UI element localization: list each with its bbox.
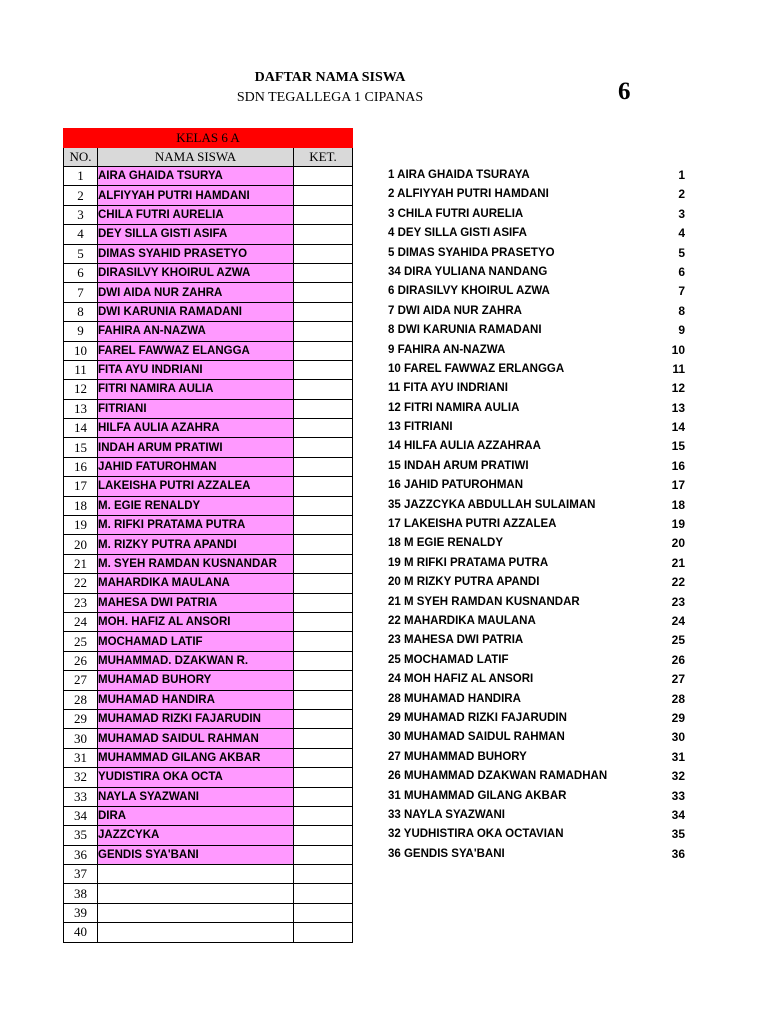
student-name: M. SYEH RAMDAN KUSNANDAR (98, 554, 294, 573)
student-name: LAKEISHA PUTRI AZZALEA (98, 477, 294, 496)
table-row (64, 322, 353, 341)
row-number: 8 (64, 302, 98, 321)
column-header-row (64, 148, 353, 167)
student-name (98, 903, 294, 922)
table-row (64, 748, 353, 767)
table-row (64, 496, 353, 515)
table-row (64, 923, 353, 942)
list-item-name: 8 DWI KARUNIA RAMADANI (388, 324, 542, 337)
row-number: 40 (64, 923, 98, 942)
list-item-name: 21 M SYEH RAMDAN KUSNANDAR (388, 595, 580, 608)
list-item (380, 806, 685, 825)
class-header-row (64, 129, 353, 148)
list-item-index: 30 (671, 730, 685, 745)
student-note (294, 360, 353, 379)
student-note (294, 205, 353, 224)
student-name (98, 923, 294, 942)
student-name: YUDISTIRA OKA OCTA (98, 768, 294, 787)
class-number: 6 (618, 78, 631, 105)
list-item (380, 418, 685, 437)
list-item-name: 4 DEY SILLA GISTI ASIFA (388, 227, 527, 240)
student-note (294, 380, 353, 399)
table-row (64, 826, 353, 845)
table-row (64, 399, 353, 418)
row-number: 29 (64, 709, 98, 728)
row-number: 21 (64, 554, 98, 573)
table-row (64, 225, 353, 244)
student-note (294, 574, 353, 593)
list-item (380, 166, 685, 185)
row-number: 25 (64, 632, 98, 651)
student-note (294, 729, 353, 748)
row-number: 34 (64, 806, 98, 825)
list-item-name: 26 MUHAMMAD DZAKWAN RAMADHAN (388, 770, 608, 783)
row-number: 16 (64, 457, 98, 476)
student-name: MUHAMAD HANDIRA (98, 690, 294, 709)
column-header-name: NAMA SISWA (98, 148, 294, 167)
list-item-index: 8 (678, 303, 685, 318)
list-item-name: 28 MUHAMAD HANDIRA (388, 692, 521, 705)
table-row (64, 554, 353, 573)
table-row (64, 535, 353, 554)
student-note (294, 690, 353, 709)
list-item (380, 515, 685, 534)
student-name: DIRA (98, 806, 294, 825)
table-body (64, 167, 353, 943)
student-note (294, 593, 353, 612)
student-name: MUHAMMAD GILANG AKBAR (98, 748, 294, 767)
table-row (64, 903, 353, 922)
list-item-name: 2 ALFIYYAH PUTRI HAMDANI (388, 188, 549, 201)
list-item-name: 13 FITRIANI (388, 421, 453, 434)
row-number: 31 (64, 748, 98, 767)
student-name: FAHIRA AN-NAZWA (98, 322, 294, 341)
list-item-name: 11 FITA AYU INDRIANI (388, 382, 508, 395)
student-name: DEY SILLA GISTI ASIFA (98, 225, 294, 244)
row-number: 2 (64, 186, 98, 205)
list-item (380, 379, 685, 398)
list-item-index: 7 (678, 284, 685, 299)
student-note (294, 554, 353, 573)
student-name: INDAH ARUM PRATIWI (98, 438, 294, 457)
table-row (64, 845, 353, 864)
list-item-name: 16 JAHID PATUROHMAN (388, 479, 524, 492)
table-row (64, 477, 353, 496)
student-name: MOH. HAFIZ AL ANSORI (98, 612, 294, 631)
list-item (380, 728, 685, 747)
student-name: M. RIZKY PUTRA APANDI (98, 535, 294, 554)
row-number: 4 (64, 225, 98, 244)
list-item-index: 14 (671, 420, 685, 435)
student-note (294, 186, 353, 205)
student-note (294, 826, 353, 845)
student-name: NAYLA SYAZWANI (98, 787, 294, 806)
list-item-index: 28 (671, 691, 685, 706)
list-item-name: 6 DIRASILVY KHOIRUL AZWA (388, 285, 550, 298)
table-row (64, 574, 353, 593)
row-number: 28 (64, 690, 98, 709)
list-item (380, 825, 685, 844)
list-item (380, 651, 685, 670)
student-name: FITRI NAMIRA AULIA (98, 380, 294, 399)
list-item-index: 16 (671, 458, 685, 473)
table-row (64, 865, 353, 884)
list-item-name: 35 JAZZCYKA ABDULLAH SULAIMAN (388, 498, 596, 511)
list-item-name: 1 AIRA GHAIDA TSURAYA (388, 169, 530, 181)
column-header-ket: KET. (294, 148, 353, 167)
table-row (64, 341, 353, 360)
list-item (380, 709, 685, 728)
document-title: DAFTAR NAMA SISWA (254, 70, 406, 85)
list-item-index: 2 (678, 187, 685, 202)
table-row (64, 244, 353, 263)
student-note (294, 477, 353, 496)
row-number: 10 (64, 341, 98, 360)
student-name: JAZZCYKA (98, 826, 294, 845)
student-name: MUHAMMAD. DZAKWAN R. (98, 651, 294, 670)
list-item-index: 4 (678, 226, 685, 241)
list-item-name: 29 MUHAMAD RIZKI FAJARUDIN (388, 711, 567, 724)
list-item-name: 20 M RIZKY PUTRA APANDI (388, 576, 540, 589)
row-number: 17 (64, 477, 98, 496)
list-item-name: 34 DIRA YULIANA NANDANG (388, 265, 548, 278)
list-item (380, 185, 685, 204)
list-item-name: 31 MUHAMMAD GILANG AKBAR (388, 789, 567, 802)
row-number: 14 (64, 419, 98, 438)
list-item-index: 26 (671, 652, 685, 667)
list-item-index: 12 (671, 381, 685, 396)
list-item-index: 35 (671, 827, 685, 842)
student-note (294, 535, 353, 554)
sorted-name-list (380, 166, 685, 864)
list-item-index: 27 (671, 672, 685, 687)
list-item-index: 15 (671, 439, 685, 454)
list-item-index: 5 (678, 245, 685, 260)
student-note (294, 884, 353, 903)
row-number: 37 (64, 865, 98, 884)
list-item-index: 34 (671, 807, 685, 822)
list-item-index: 32 (671, 769, 685, 784)
list-item-name: 7 DWI AIDA NUR ZAHRA (388, 304, 522, 317)
list-item-index: 21 (671, 555, 685, 570)
row-number: 38 (64, 884, 98, 903)
list-item-name: 25 MOCHAMAD LATIF (388, 653, 509, 666)
row-number: 35 (64, 826, 98, 845)
student-name: GENDIS SYA'BANI (98, 845, 294, 864)
student-note (294, 225, 353, 244)
table-row (64, 806, 353, 825)
student-note (294, 496, 353, 515)
list-item (380, 496, 685, 515)
student-note (294, 419, 353, 438)
student-note (294, 768, 353, 787)
row-number: 9 (64, 322, 98, 341)
list-item (380, 845, 685, 864)
list-item-index: 20 (671, 536, 685, 551)
row-number: 26 (64, 651, 98, 670)
row-number: 23 (64, 593, 98, 612)
list-item (380, 670, 685, 689)
row-number: 39 (64, 903, 98, 922)
table-row (64, 457, 353, 476)
list-item-name: 24 MOH HAFIZ AL ANSORI (388, 673, 534, 686)
list-item (380, 690, 685, 709)
row-number: 33 (64, 787, 98, 806)
list-item-name: 14 HILFA AULIA AZZAHRAA (388, 440, 541, 453)
table-row (64, 612, 353, 631)
list-item-name: 5 DIMAS SYAHIDA PRASETYO (388, 246, 555, 259)
list-item (380, 244, 685, 263)
list-item (380, 282, 685, 301)
table-row (64, 419, 353, 438)
student-note (294, 923, 353, 942)
student-note (294, 322, 353, 341)
list-item-index: 24 (671, 613, 685, 628)
student-name: HILFA AULIA AZAHRA (98, 419, 294, 438)
list-item-index: 10 (671, 342, 685, 357)
list-item-name: 32 YUDHISTIRA OKA OCTAVIAN (388, 828, 564, 841)
student-name: DIRASILVY KHOIRUL AZWA (98, 263, 294, 282)
student-note (294, 263, 353, 282)
list-item-index: 9 (678, 323, 685, 338)
student-name: DWI KARUNIA RAMADANI (98, 302, 294, 321)
row-number: 3 (64, 205, 98, 224)
list-item-index: 29 (671, 710, 685, 725)
list-item (380, 534, 685, 553)
row-number: 27 (64, 671, 98, 690)
table-row (64, 167, 353, 186)
table-row (64, 205, 353, 224)
student-name: CHILA FUTRI AURELIA (98, 205, 294, 224)
list-item-index: 18 (671, 497, 685, 512)
list-item (380, 437, 685, 456)
table-row (64, 690, 353, 709)
student-note (294, 244, 353, 263)
list-item-index: 11 (672, 361, 685, 376)
list-item-index: 19 (671, 517, 685, 532)
list-item (380, 631, 685, 650)
list-item (380, 476, 685, 495)
student-name: ALFIYYAH PUTRI HAMDANI (98, 186, 294, 205)
student-note (294, 845, 353, 864)
list-item-index: 1 (678, 168, 685, 182)
table-row (64, 632, 353, 651)
row-number: 32 (64, 768, 98, 787)
list-item (380, 748, 685, 767)
student-name: MUHAMAD SAIDUL RAHMAN (98, 729, 294, 748)
table-row (64, 283, 353, 302)
list-item (380, 302, 685, 321)
student-note (294, 167, 353, 186)
list-item-name: 30 MUHAMAD SAIDUL RAHMAN (388, 731, 565, 744)
list-item-name: 22 MAHARDIKA MAULANA (388, 614, 536, 627)
student-name: DIMAS SYAHID PRASETYO (98, 244, 294, 263)
row-number: 5 (64, 244, 98, 263)
student-note (294, 283, 353, 302)
list-item-name: 36 GENDIS SYA'BANI (388, 847, 505, 860)
student-note (294, 651, 353, 670)
list-item (380, 321, 685, 340)
student-note (294, 865, 353, 884)
list-item (380, 554, 685, 573)
table-row (64, 438, 353, 457)
row-number: 24 (64, 612, 98, 631)
student-note (294, 457, 353, 476)
list-item-index: 33 (671, 788, 685, 803)
list-item-index: 23 (671, 594, 685, 609)
table-row (64, 709, 353, 728)
list-item (380, 341, 685, 360)
list-item-name: 9 FAHIRA AN-NAZWA (388, 343, 506, 356)
row-number: 12 (64, 380, 98, 399)
table-row (64, 263, 353, 282)
table-row (64, 768, 353, 787)
table-row (64, 671, 353, 690)
table-row (64, 884, 353, 903)
row-number: 7 (64, 283, 98, 302)
list-item-name: 27 MUHAMMAD BUHORY (388, 750, 527, 763)
list-item-index: 22 (671, 575, 685, 590)
row-number: 11 (64, 360, 98, 379)
list-item-name: 17 LAKEISHA PUTRI AZZALEA (388, 518, 557, 531)
list-item (380, 399, 685, 418)
student-name: M. EGIE RENALDY (98, 496, 294, 515)
student-name: MUHAMAD BUHORY (98, 671, 294, 690)
row-number: 13 (64, 399, 98, 418)
student-name: MAHARDIKA MAULANA (98, 574, 294, 593)
student-note (294, 399, 353, 418)
student-name: MUHAMAD RIZKI FAJARUDIN (98, 709, 294, 728)
student-name: MOCHAMAD LATIF (98, 632, 294, 651)
list-item (380, 573, 685, 592)
student-note (294, 806, 353, 825)
table-row (64, 593, 353, 612)
student-name: FITA AYU INDRIANI (98, 360, 294, 379)
list-item (380, 593, 685, 612)
school-name: SDN TEGALLEGA 1 CIPANAS (236, 90, 424, 105)
list-item-index: 25 (671, 633, 685, 648)
list-item-index: 31 (671, 749, 685, 764)
table-row (64, 186, 353, 205)
student-note (294, 612, 353, 631)
table-row (64, 380, 353, 399)
list-item-name: 12 FITRI NAMIRA AULIA (388, 401, 520, 414)
table-row (64, 360, 353, 379)
list-item (380, 787, 685, 806)
student-table (63, 128, 353, 943)
list-item (380, 612, 685, 631)
row-number: 36 (64, 845, 98, 864)
list-item (380, 263, 685, 282)
row-number: 19 (64, 516, 98, 535)
row-number: 6 (64, 263, 98, 282)
student-note (294, 787, 353, 806)
table-row (64, 302, 353, 321)
list-item (380, 767, 685, 786)
student-note (294, 302, 353, 321)
student-note (294, 671, 353, 690)
student-note (294, 903, 353, 922)
list-item (380, 205, 685, 224)
student-note (294, 438, 353, 457)
student-note (294, 516, 353, 535)
student-note (294, 632, 353, 651)
row-number: 15 (64, 438, 98, 457)
list-item-index: 13 (671, 400, 685, 415)
row-number: 20 (64, 535, 98, 554)
row-number: 22 (64, 574, 98, 593)
class-label: KELAS 6 A (64, 129, 353, 148)
row-number: 1 (64, 167, 98, 186)
list-item-name: 33 NAYLA SYAZWANI (388, 808, 505, 821)
table-row (64, 787, 353, 806)
student-note (294, 341, 353, 360)
row-number: 18 (64, 496, 98, 515)
table-row (64, 651, 353, 670)
list-item-index: 3 (678, 206, 685, 221)
table-row (64, 729, 353, 748)
list-item-name: 10 FAREL FAWWAZ ERLANGGA (388, 362, 565, 375)
list-item-name: 15 INDAH ARUM PRATIWI (388, 459, 529, 472)
student-name (98, 884, 294, 903)
list-item (380, 457, 685, 476)
table-row (64, 516, 353, 535)
row-number: 30 (64, 729, 98, 748)
list-item (380, 360, 685, 379)
list-item (380, 224, 685, 243)
student-name: AIRA GHAIDA TSURYA (98, 167, 294, 186)
student-name: DWI AIDA NUR ZAHRA (98, 283, 294, 302)
student-name: JAHID FATUROHMAN (98, 457, 294, 476)
student-name: FITRIANI (98, 399, 294, 418)
student-note (294, 748, 353, 767)
list-item-index: 6 (678, 264, 685, 279)
list-item-name: 19 M RIFKI PRATAMA PUTRA (388, 556, 549, 569)
column-header-no: NO. (64, 148, 98, 167)
list-item-name: 18 M EGIE RENALDY (388, 537, 504, 550)
student-name: FAREL FAWWAZ ELANGGA (98, 341, 294, 360)
student-name (98, 865, 294, 884)
list-item-name: 23 MAHESA DWI PATRIA (388, 634, 524, 647)
list-item-index: 36 (671, 846, 685, 861)
list-item-name: 3 CHILA FUTRI AURELIA (388, 207, 524, 220)
student-name: M. RIFKI PRATAMA PUTRA (98, 516, 294, 535)
student-name: MAHESA DWI PATRIA (98, 593, 294, 612)
student-note (294, 709, 353, 728)
list-item-index: 17 (671, 478, 685, 493)
